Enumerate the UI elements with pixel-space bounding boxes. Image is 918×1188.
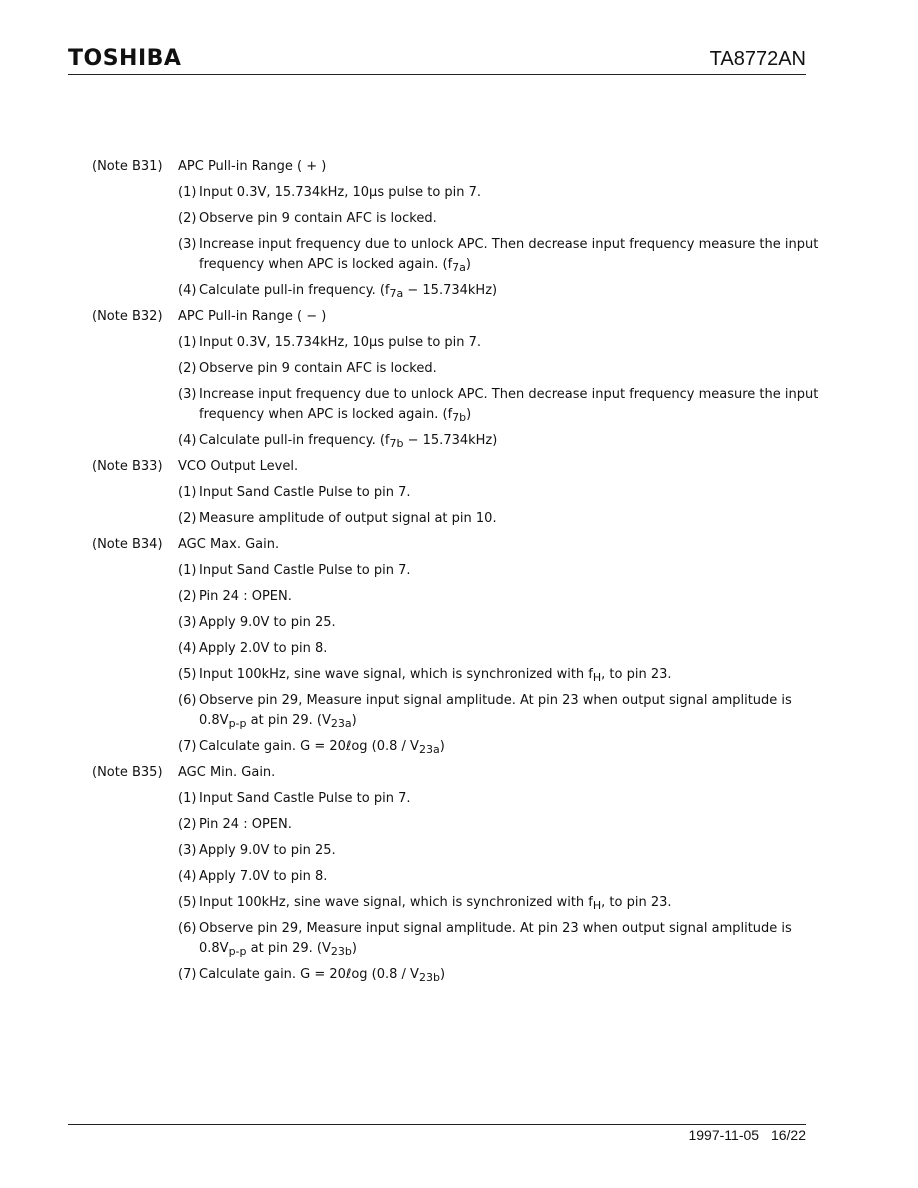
step-text: Input 100kHz, sine wave signal, which is synchronized with $f_H$, to pin 23. [199, 667, 672, 684]
step-text: Increase input frequency due to unlock APC. Then decrease input frequency measure the input frequency when APC is locked again. $(f_{7a})$ [199, 237, 819, 274]
step-number: (2) [178, 817, 197, 832]
note-step [178, 385, 829, 425]
step-number: (3) [178, 237, 197, 252]
step-text: Input Sand Castle Pulse to pin 7. [199, 791, 411, 806]
step-text: Observe pin 29, Measure input signal amplitude. At pin 23 when output signal amplitude is $0.8V_{p-p}$ at pin 29. $(V_{23a})$ [199, 693, 792, 730]
note-label: (Note B34) [92, 537, 163, 552]
step-number: (1) [178, 563, 197, 578]
step-text: Input Sand Castle Pulse to pin 7. [199, 563, 411, 578]
note-step [178, 431, 829, 451]
step-text: Observe pin 9 contain AFC is locked. [199, 211, 437, 226]
step-text: Apply 9.0V to pin 25. [199, 615, 336, 630]
page-footer [680, 1127, 806, 1143]
step-number: (6) [178, 693, 197, 708]
note-step [178, 815, 829, 835]
step-number: (4) [178, 283, 197, 298]
step-text: Input 0.3V, 15.734kHz, 10μs pulse to pin 7. [199, 335, 482, 350]
note-step [178, 613, 829, 633]
step-number: (2) [178, 511, 197, 526]
step-number: (2) [178, 589, 197, 604]
note-step [178, 333, 829, 353]
note-label: (Note B32) [92, 309, 163, 324]
step-text: Observe pin 29, Measure input signal amplitude. At pin 23 when output signal amplitude is $0.8V_{p-p}$ at pin 29. $(V_{23b})$ [199, 921, 792, 958]
note-step [178, 841, 829, 861]
footer-page-number: 16/22 [770, 1127, 806, 1143]
step-text: Apply 9.0V to pin 25. [199, 843, 336, 858]
step-text: Calculate gain. G = 20ℓog $(0.8 / V_{23b})$ [199, 967, 446, 984]
step-number: (3) [178, 387, 197, 402]
note-step [178, 867, 829, 887]
note-step [178, 965, 829, 985]
note-step [178, 281, 829, 301]
note-step [178, 209, 829, 229]
footer-date: 1997-11-05 [688, 1127, 760, 1143]
step-number: (2) [178, 361, 197, 376]
note-heading [0, 763, 918, 789]
step-number: (1) [178, 791, 197, 806]
step-text: Apply 7.0V to pin 8. [199, 869, 328, 884]
step-number: (5) [178, 895, 197, 910]
step-number: (7) [178, 739, 197, 754]
note-title: AGC Min. Gain. [178, 765, 276, 780]
note-heading [0, 307, 918, 333]
note-step [178, 691, 829, 731]
note-label: (Note B33) [92, 459, 163, 474]
header-divider [68, 74, 806, 75]
step-text: Input 0.3V, 15.734kHz, 10μs pulse to pin 7. [199, 185, 482, 200]
toshiba-logo: TOSHIBA [68, 46, 182, 71]
note-title: VCO Output Level. [178, 459, 299, 474]
step-number: (1) [178, 485, 197, 500]
step-number: (5) [178, 667, 197, 682]
note-step [178, 665, 829, 685]
note-step [178, 893, 829, 913]
note-step [178, 235, 829, 275]
step-text: Calculate pull-in frequency. $(f_{7b} - 15.734kHz)$ [199, 433, 498, 450]
step-text: Measure amplitude of output signal at pin 10. [199, 511, 497, 526]
note-step [178, 359, 829, 379]
step-number: (4) [178, 641, 197, 656]
part-number: TA8772AN [709, 48, 806, 70]
note-step [178, 639, 829, 659]
note-label: (Note B35) [92, 765, 163, 780]
step-text: Apply 2.0V to pin 8. [199, 641, 328, 656]
step-text: Pin 24 : OPEN. [199, 817, 292, 832]
note-title: APC Pull-in Range ( − ) [178, 309, 327, 324]
step-number: (4) [178, 869, 197, 884]
step-text: Pin 24 : OPEN. [199, 589, 292, 604]
note-step [178, 919, 829, 959]
note-step [178, 587, 829, 607]
step-number: (1) [178, 335, 197, 350]
step-number: (4) [178, 433, 197, 448]
notes-content [0, 157, 918, 991]
note-heading [0, 457, 918, 483]
step-number: (2) [178, 211, 197, 226]
note-title: APC Pull-in Range ( + ) [178, 159, 327, 174]
step-text: Input Sand Castle Pulse to pin 7. [199, 485, 411, 500]
footer-divider [68, 1124, 806, 1125]
note-step [178, 561, 829, 581]
step-text: Increase input frequency due to unlock APC. Then decrease input frequency measure the input frequency when APC is locked again. $(f_{7b})$ [199, 387, 819, 424]
step-number: (6) [178, 921, 197, 936]
note-step [178, 483, 829, 503]
step-number: (7) [178, 967, 197, 982]
step-number: (3) [178, 843, 197, 858]
step-text: Observe pin 9 contain AFC is locked. [199, 361, 437, 376]
step-text: Input 100kHz, sine wave signal, which is synchronized with $f_H$, to pin 23. [199, 895, 672, 912]
note-step [178, 737, 829, 757]
step-text: Calculate pull-in frequency. $(f_{7a} - 15.734kHz)$ [199, 283, 498, 300]
step-number: (1) [178, 185, 197, 200]
note-title: AGC Max. Gain. [178, 537, 280, 552]
step-number: (3) [178, 615, 197, 630]
note-label: (Note B31) [92, 159, 163, 174]
note-step [178, 789, 829, 809]
note-step [178, 509, 829, 529]
note-heading [0, 535, 918, 561]
note-step [178, 183, 829, 203]
step-text: Calculate gain. G = 20ℓog $(0.8 / V_{23a})$ [199, 739, 445, 756]
note-heading [0, 157, 918, 183]
